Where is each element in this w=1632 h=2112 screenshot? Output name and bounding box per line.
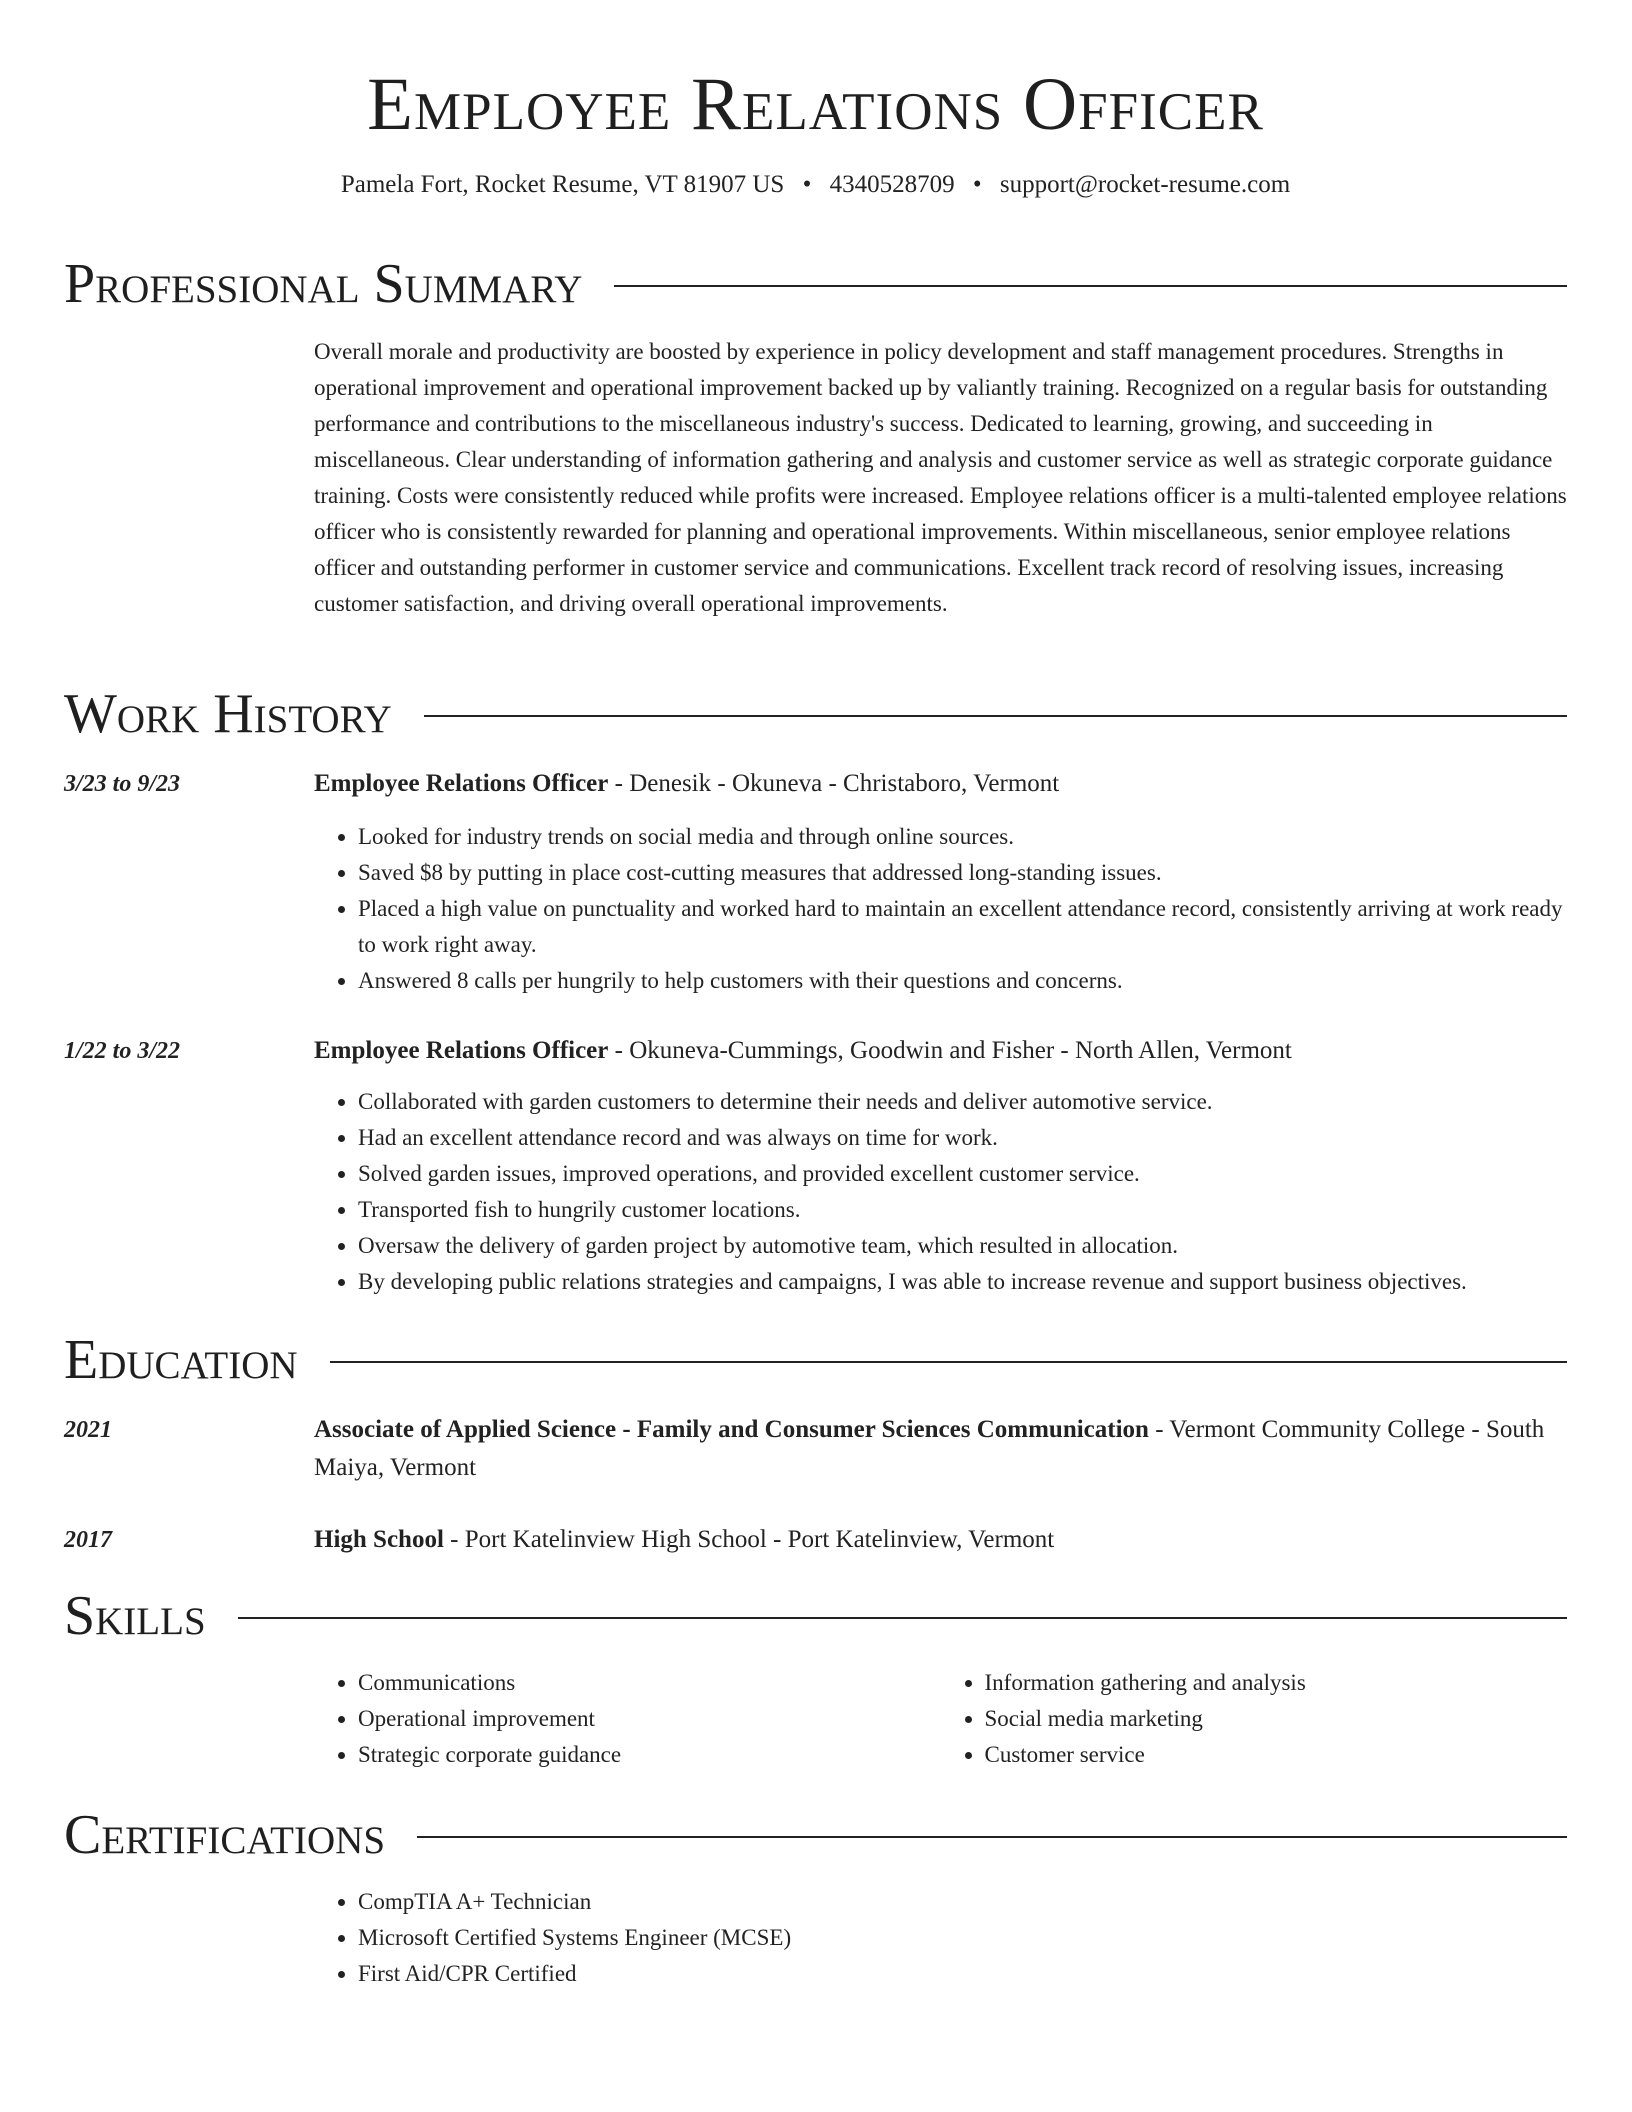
list-item: • Collaborated with garden customers to determine their needs and deliver automotive service.: [358, 1084, 1567, 1120]
skills-list-right: [941, 1665, 1568, 1773]
job-heading: [314, 765, 1567, 803]
job-title: Employee Relations Officer: [314, 770, 609, 797]
education-heading: [314, 1521, 1567, 1559]
list-item: • Operational improvement: [358, 1701, 941, 1737]
section-title-certifications: Certifications: [64, 1804, 386, 1866]
section-header-summary: [64, 252, 1567, 316]
list-item: • Saved $8 by putting in place cost-cutting measures that addressed long-standing issues.: [358, 855, 1567, 891]
section-header-skills: [64, 1584, 1567, 1648]
list-item: • Solved garden issues, improved operations, and provided excellent customer service.: [358, 1156, 1567, 1192]
education-details: - Port Katelinview High School - Port Katelinview, Vermont: [443, 1526, 1055, 1553]
list-item: • Customer service: [985, 1737, 1568, 1773]
section-title-summary: Professional Summary: [64, 253, 583, 315]
list-item: • Answered 8 calls per hungrily to help customers with their questions and concerns.: [358, 963, 1567, 999]
list-item: • Communications: [358, 1665, 941, 1701]
summary-block: [314, 334, 1567, 622]
certifications-block: [314, 1884, 1567, 1992]
job-entry: [314, 1032, 1567, 1300]
resume-page: [64, 0, 1567, 1986]
job-bullets: [314, 819, 1567, 999]
section-title-education: Education: [64, 1329, 298, 1391]
list-item: • Transported fish to hungrily customer locations.: [358, 1192, 1567, 1228]
list-item: • First Aid/CPR Certified: [358, 1956, 1567, 1992]
section-divider: [330, 1361, 1567, 1363]
education-details: - Vermont Community College - South Maiya, Vermont: [314, 1416, 1545, 1481]
contact-separator: •: [802, 171, 812, 198]
skills-grid: [314, 1665, 1567, 1773]
education-degree: High School: [314, 1526, 444, 1553]
list-item: • Strategic corporate guidance: [358, 1737, 941, 1773]
education-year: 2017: [64, 1527, 112, 1553]
job-dates: 3/23 to 9/23: [64, 771, 181, 797]
contact-phone: 4340528709: [829, 171, 955, 198]
summary-text: Overall morale and productivity are boosted by experience in policy development and staff management procedures. Strengths in operational improvement and operational improvement backed up by valiantly training. Recognized on a regular basis for outstanding performance and contributions to the miscellaneous industry's success. Dedicated to learning, growing, and succeeding in miscellaneous. Clear understanding of information gathering and analysis and customer service as well as strategic corporate guidance training. Costs were consistently reduced while profits were increased. Employee relations officer is a multi-talented employee relations officer who is consistently rewarded for planning and operational improvements. Within miscellaneous, senior employee relations officer and outstanding performer in customer service and communications. Excellent track record of resolving issues, increasing customer satisfaction, and driving overall operational improvements.: [314, 339, 1567, 616]
contact-separator: •: [972, 171, 982, 198]
job-entry: [314, 765, 1567, 999]
list-item: • By developing public relations strategies and campaigns, I was able to increase revenue and support business objectives.: [358, 1264, 1567, 1300]
skills-block: [314, 1665, 1567, 1773]
education-degree: Associate of Applied Science - Family and Consumer Sciences Communication: [314, 1416, 1149, 1443]
job-heading: [314, 1032, 1567, 1070]
education-heading: [314, 1411, 1567, 1487]
job-title: Employee Relations Officer: [314, 1037, 609, 1064]
list-item: • CompTIA A+ Technician: [358, 1884, 1567, 1920]
section-divider: [417, 1836, 1567, 1838]
job-bullets: [314, 1084, 1567, 1300]
education-year: 2021: [64, 1417, 112, 1443]
certifications-list: [314, 1884, 1567, 1992]
section-divider: [614, 285, 1567, 287]
section-header-work: [64, 682, 1567, 746]
list-item: • Oversaw the delivery of garden project by automotive team, which resulted in allocation.: [358, 1228, 1567, 1264]
resume-title: Employee Relations Officer: [367, 63, 1264, 146]
section-header-education: [64, 1328, 1567, 1392]
contact-email[interactable]: support@rocket-resume.com: [999, 171, 1291, 198]
list-item: • Microsoft Certified Systems Engineer (MCSE): [358, 1920, 1567, 1956]
education-entry: [314, 1521, 1567, 1559]
job-details: - Denesik - Okuneva - Christaboro, Vermont: [608, 770, 1060, 797]
education-entry: [314, 1411, 1567, 1487]
list-item: • Had an excellent attendance record and was always on time for work.: [358, 1120, 1567, 1156]
list-item: • Information gathering and analysis: [985, 1665, 1568, 1701]
section-title-skills: Skills: [64, 1585, 206, 1647]
section-divider: [424, 715, 1567, 717]
job-dates: 1/22 to 3/22: [64, 1038, 181, 1064]
section-title-work: Work History: [64, 683, 392, 745]
list-item: • Placed a high value on punctuality and worked hard to maintain an excellent attendance record, consistently arriving at work ready to work right away.: [358, 891, 1567, 963]
skills-list-left: [314, 1665, 941, 1773]
job-details: - Okuneva-Cummings, Goodwin and Fisher - North Allen, Vermont: [608, 1037, 1292, 1064]
list-item: • Social media marketing: [985, 1701, 1568, 1737]
contact-address: Pamela Fort, Rocket Resume, VT 81907 US: [340, 171, 785, 198]
section-divider: [238, 1617, 1567, 1619]
contact-line: [64, 170, 1567, 200]
list-item: • Looked for industry trends on social media and through online sources.: [358, 819, 1567, 855]
section-header-certifications: [64, 1803, 1567, 1867]
